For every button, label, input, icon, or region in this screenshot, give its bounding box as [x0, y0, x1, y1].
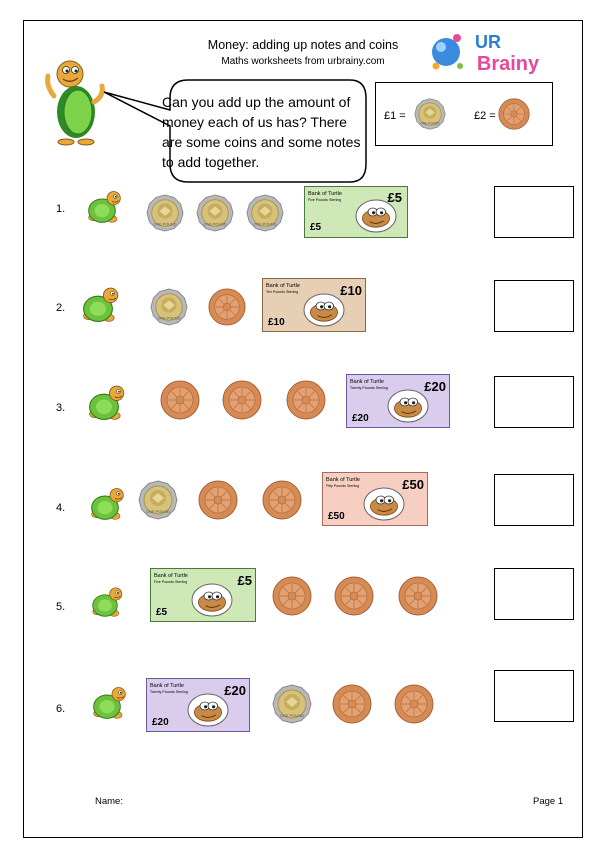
two-pound-coin-icon	[332, 684, 372, 724]
row-number: 6.	[56, 703, 66, 715]
five-pound-note-icon	[150, 568, 256, 622]
two-pound-coin-icon	[398, 576, 438, 616]
note-value-large: £20	[224, 683, 246, 698]
note-subtitle: Fifty Pounds Sterling	[326, 484, 360, 488]
two-pound-coin-icon	[394, 684, 434, 724]
answer-box[interactable]	[494, 670, 574, 722]
note-value-small: £10	[268, 317, 285, 328]
note-value-large: £50	[402, 477, 424, 492]
one-pound-coin-icon	[146, 194, 184, 232]
page-number: Page 1	[533, 796, 564, 807]
note-value-large: £10	[340, 283, 362, 298]
one-pound-coin-icon	[246, 194, 284, 232]
two-pound-coin-icon	[272, 576, 312, 616]
answer-box[interactable]	[494, 474, 574, 526]
one-pound-coin-icon	[138, 480, 178, 520]
note-value-large: £5	[387, 190, 402, 205]
turtle-mascot	[42, 56, 108, 146]
note-subtitle: Ten Pounds Sterling	[266, 290, 299, 294]
note-value-small: £20	[352, 413, 369, 424]
note-subtitle: Twenty Pounds Sterling	[150, 690, 188, 694]
row-number: 3.	[56, 402, 66, 414]
one-pound-coin-icon	[150, 288, 188, 326]
two-pound-coin-icon	[160, 380, 200, 420]
turtle-icon	[80, 680, 134, 730]
turtle-icon	[82, 578, 128, 630]
one-pound-coin-icon	[414, 98, 446, 130]
note-bank-name: Bank of Turtle	[326, 477, 360, 483]
note-value-small: £50	[328, 511, 345, 522]
two-pound-coin-icon	[286, 380, 326, 420]
key-one-pound-label: £1 =	[384, 110, 406, 122]
two-pound-coin-icon	[498, 98, 530, 130]
note-value-large: £20	[424, 379, 446, 394]
row-number: 2.	[56, 302, 66, 314]
name-label: Name:	[95, 796, 123, 807]
note-bank-name: Bank of Turtle	[266, 283, 300, 289]
note-subtitle: Five Pounds Sterling	[308, 198, 342, 202]
note-subtitle: Twenty Pounds Sterling	[350, 386, 388, 390]
two-pound-coin-icon	[208, 288, 246, 326]
five-pound-note-icon	[304, 186, 408, 238]
turtle-icon	[70, 280, 126, 334]
key-two-pound-label: £2 =	[474, 110, 496, 122]
turtle-icon	[80, 478, 130, 534]
two-pound-coin-icon	[334, 576, 374, 616]
page-subtitle: Maths worksheets from urbrainy.com	[221, 56, 385, 67]
fifty-pound-note-icon	[322, 472, 428, 526]
one-pound-coin-icon	[196, 194, 234, 232]
turtle-icon	[74, 184, 130, 234]
one-pound-coin-icon	[272, 684, 312, 724]
two-pound-coin-icon	[198, 480, 238, 520]
note-value-small: £5	[156, 607, 168, 618]
ten-pound-note-icon	[262, 278, 366, 332]
page-title: Money: adding up notes and coins	[207, 38, 399, 52]
row-number: 4.	[56, 502, 66, 514]
note-bank-name: Bank of Turtle	[150, 683, 184, 689]
note-value-large: £5	[237, 573, 252, 588]
note-bank-name: Bank of Turtle	[350, 379, 384, 385]
answer-box[interactable]	[494, 568, 574, 620]
speech-bubble-text: Can you add up the amount of money each of us has? There are some coins and some notes to add together.	[162, 94, 361, 170]
turtle-icon	[74, 378, 134, 432]
note-bank-name: Bank of Turtle	[308, 191, 342, 197]
twenty-pound-note-icon	[146, 678, 250, 732]
row-number: 1.	[56, 203, 66, 215]
note-value-small: £5	[310, 222, 322, 233]
note-value-small: £20	[152, 717, 169, 728]
two-pound-coin-icon	[222, 380, 262, 420]
two-pound-coin-icon	[262, 480, 302, 520]
note-subtitle: Five Pounds Sterling	[154, 580, 188, 584]
logo-text-brainy: Brainy	[476, 53, 540, 75]
answer-box[interactable]	[494, 280, 574, 332]
logo-text-ur: UR	[475, 32, 501, 52]
urbrainy-logo	[430, 26, 550, 78]
row-number: 5.	[56, 601, 66, 613]
answer-box[interactable]	[494, 186, 574, 238]
note-bank-name: Bank of Turtle	[154, 573, 188, 579]
answer-box[interactable]	[494, 376, 574, 428]
twenty-pound-note-icon	[346, 374, 450, 428]
